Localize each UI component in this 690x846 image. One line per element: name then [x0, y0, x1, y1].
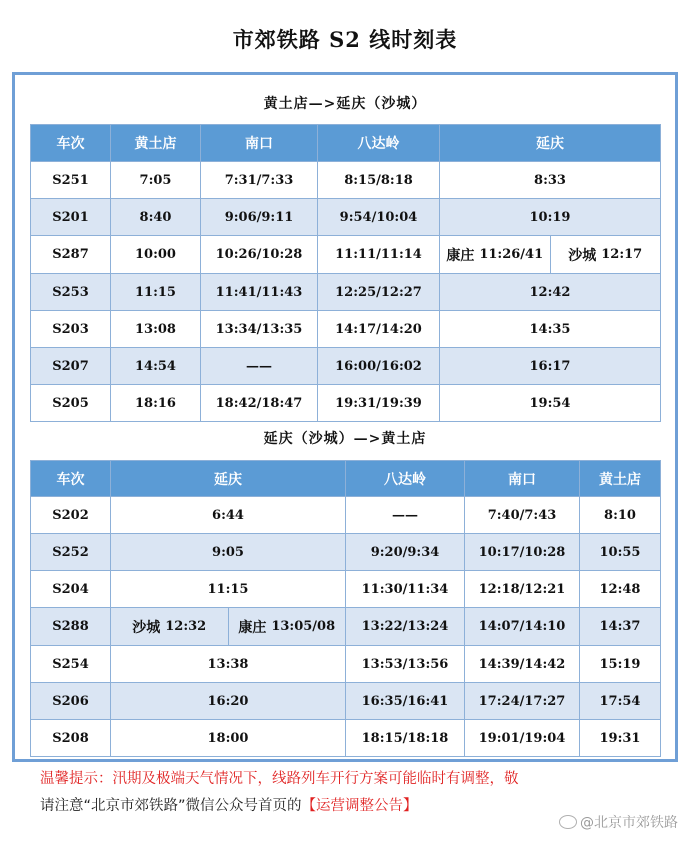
time-cell: 14:37	[580, 608, 661, 646]
time-cell: 18:16	[111, 385, 201, 422]
station-name: 沙城	[568, 247, 597, 264]
time-cell: 12:18/12:21	[465, 571, 580, 608]
time-cell: 19:31	[580, 720, 661, 757]
notice-line-2-text: 请注意“北京市郊铁路”微信公众号首页的	[40, 798, 302, 814]
train-number: S208	[31, 720, 111, 757]
section1-table	[30, 124, 661, 422]
station-name: 沙城	[132, 619, 161, 636]
header-cell: 延庆	[111, 461, 346, 497]
time-cell: 17:24/17:27	[465, 683, 580, 720]
time-cell: 11:15	[111, 274, 201, 311]
time-cell: 14:35	[440, 311, 661, 348]
time-value: 12:32	[165, 619, 207, 634]
time-cell: 10:55	[580, 534, 661, 571]
time-cell: 7:31/7:33	[201, 162, 318, 199]
train-number: S205	[31, 385, 111, 422]
time-cell: 18:00	[111, 720, 346, 757]
time-cell: 11:11/11:14	[318, 236, 440, 274]
table-row	[31, 534, 661, 571]
time-cell: 14:39/14:42	[465, 646, 580, 683]
time-cell: 13:22/13:24	[346, 608, 465, 646]
time-cell: 10:19	[440, 199, 661, 236]
station-name: 康庄	[238, 619, 267, 636]
time-cell: 16:35/16:41	[346, 683, 465, 720]
table-row	[31, 646, 661, 683]
train-number: S251	[31, 162, 111, 199]
station-name: 康庄	[446, 247, 475, 264]
time-value: 12:17	[601, 247, 643, 262]
table-row	[31, 497, 661, 534]
shacheng-stop	[550, 236, 661, 273]
header-cell: 车次	[31, 125, 111, 162]
time-cell: 14:17/14:20	[318, 311, 440, 348]
shacheng-stop	[111, 608, 228, 645]
kangzhuang-stop	[440, 236, 550, 273]
time-cell: 13:38	[111, 646, 346, 683]
time-cell: 9:54/10:04	[318, 199, 440, 236]
table-row	[31, 274, 661, 311]
table-row	[31, 385, 661, 422]
train-number: S202	[31, 497, 111, 534]
time-cell: 19:01/19:04	[465, 720, 580, 757]
time-cell: 16:20	[111, 683, 346, 720]
train-number: S252	[31, 534, 111, 571]
section1-title: 黄土店—>延庆（沙城）	[263, 96, 427, 112]
time-cell: 18:42/18:47	[201, 385, 318, 422]
kangzhuang-stop	[228, 608, 346, 645]
time-cell: 19:31/19:39	[318, 385, 440, 422]
table-header-row	[31, 125, 661, 162]
train-number: S287	[31, 236, 111, 274]
time-cell: 8:33	[440, 162, 661, 199]
time-cell: 19:54	[440, 385, 661, 422]
time-cell: 15:19	[580, 646, 661, 683]
split-cell	[440, 236, 661, 274]
time-cell: 8:40	[111, 199, 201, 236]
train-number: S203	[31, 311, 111, 348]
table-row	[31, 683, 661, 720]
header-cell: 南口	[465, 461, 580, 497]
time-cell: 8:10	[580, 497, 661, 534]
table-row	[31, 236, 661, 274]
time-cell: 11:15	[111, 571, 346, 608]
table-row	[31, 571, 661, 608]
watermark	[559, 812, 678, 832]
time-cell: 13:08	[111, 311, 201, 348]
time-cell: 6:44	[111, 497, 346, 534]
train-number: S201	[31, 199, 111, 236]
time-cell: 14:54	[111, 348, 201, 385]
train-number: S206	[31, 683, 111, 720]
section2-table	[30, 460, 661, 757]
time-cell: 13:53/13:56	[346, 646, 465, 683]
train-number: S204	[31, 571, 111, 608]
watermark-text: @北京市郊铁路	[580, 815, 678, 831]
train-number: S207	[31, 348, 111, 385]
time-cell: 10:00	[111, 236, 201, 274]
table-row	[31, 720, 661, 757]
time-value: 13:05/08	[271, 619, 336, 634]
train-number: S253	[31, 274, 111, 311]
time-cell: 16:00/16:02	[318, 348, 440, 385]
split-cell	[111, 608, 346, 646]
header-cell: 黄土店	[580, 461, 661, 497]
notice-line-1: 温馨提示：汛期及极端天气情况下，线路列车开行方案可能临时有调整，敬	[40, 771, 519, 787]
time-cell: 10:17/10:28	[465, 534, 580, 571]
time-cell: 12:48	[580, 571, 661, 608]
time-cell: 13:34/13:35	[201, 311, 318, 348]
time-cell: 18:15/18:18	[346, 720, 465, 757]
time-cell: 11:30/11:34	[346, 571, 465, 608]
time-cell: 12:25/12:27	[318, 274, 440, 311]
time-cell: 16:17	[440, 348, 661, 385]
time-cell: 7:05	[111, 162, 201, 199]
table-row	[31, 199, 661, 236]
table-row	[31, 608, 661, 646]
page-title: 市郊铁路 S2 线时刻表	[232, 27, 458, 52]
time-cell: 9:05	[111, 534, 346, 571]
announcement-link-text: 【运营调整公告】	[301, 798, 418, 814]
time-cell: 10:26/10:28	[201, 236, 318, 274]
section2-title: 延庆（沙城）—>黄土店	[263, 431, 427, 447]
time-cell: 7:40/7:43	[465, 497, 580, 534]
header-cell: 车次	[31, 461, 111, 497]
table-row	[31, 348, 661, 385]
table-header-row	[31, 461, 661, 497]
time-cell: 14:07/14:10	[465, 608, 580, 646]
time-cell: ——	[201, 348, 318, 385]
time-cell: 9:20/9:34	[346, 534, 465, 571]
header-cell: 延庆	[440, 125, 661, 162]
header-cell: 南口	[201, 125, 318, 162]
header-cell: 八达岭	[346, 461, 465, 497]
train-number: S288	[31, 608, 111, 646]
header-cell: 八达岭	[318, 125, 440, 162]
time-cell: 12:42	[440, 274, 661, 311]
train-number: S254	[31, 646, 111, 683]
time-cell: 11:41/11:43	[201, 274, 318, 311]
weibo-icon	[559, 815, 577, 829]
time-cell: ——	[346, 497, 465, 534]
header-cell: 黄土店	[111, 125, 201, 162]
time-cell: 9:06/9:11	[201, 199, 318, 236]
table-row	[31, 311, 661, 348]
time-cell: 8:15/8:18	[318, 162, 440, 199]
table-row	[31, 162, 661, 199]
time-cell: 17:54	[580, 683, 661, 720]
time-value: 11:26/41	[479, 247, 544, 262]
